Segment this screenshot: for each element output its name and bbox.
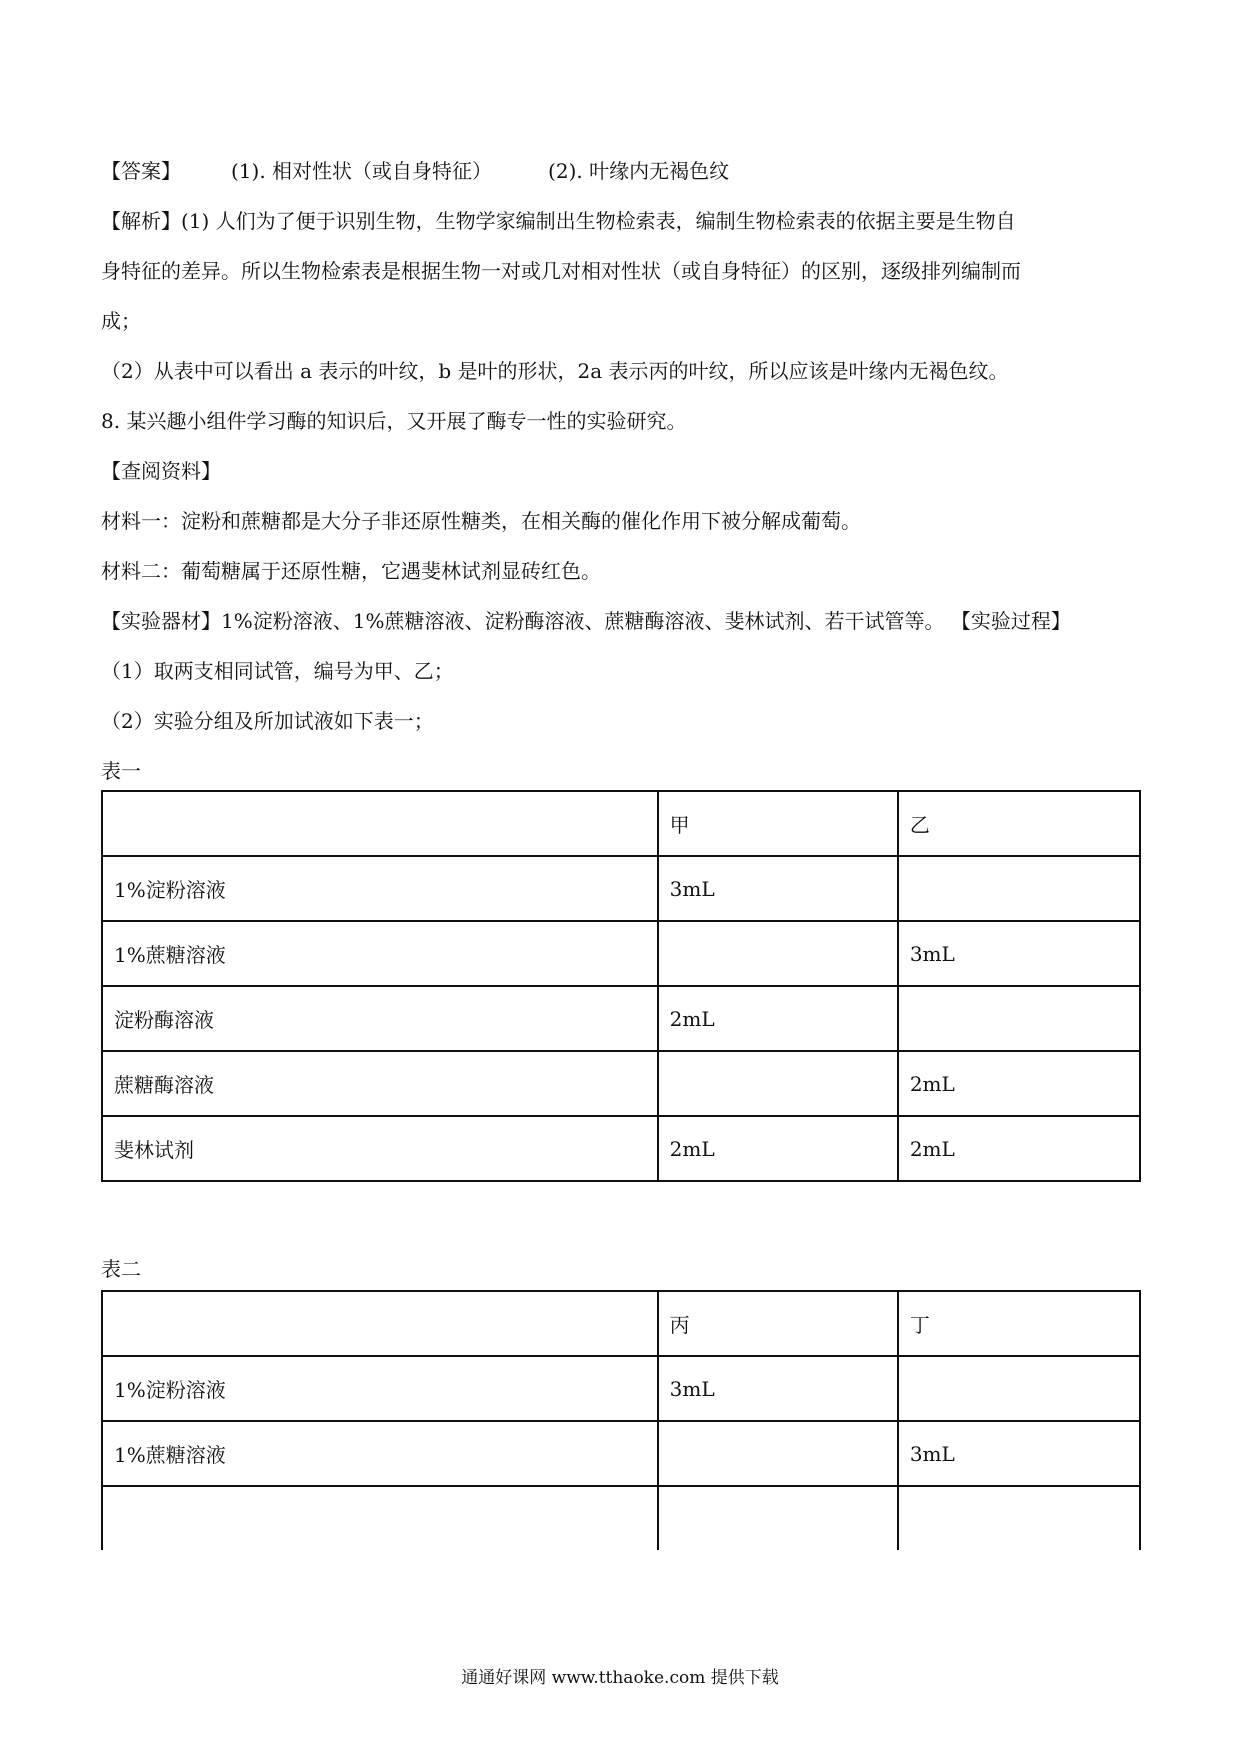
table-row-label: 斐林试剂 [102,1116,658,1181]
step-one: （1）取两支相同试管，编号为甲、乙； [101,659,454,683]
table-row-label: 1%淀粉溶液 [102,856,658,921]
table-row [102,986,1140,1051]
material-one: 材料一：淀粉和蔗糖都是大分子非还原性糖类，在相关酶的催化作用下被分解成葡萄。 [101,509,861,533]
table-row [102,1421,1140,1486]
table-cell [102,791,658,856]
table-row [102,1051,1140,1116]
table1 [101,790,1141,1182]
table-cell [898,986,1140,1051]
table1-caption: 表一 [101,759,141,783]
table-header-row [102,791,1140,856]
equipment-line: 【实验器材】1%淀粉溶液、1%蔗糖溶液、淀粉酶溶液、蔗糖酶溶液、斐林试剂、若干试管等。 【实验过程】 [101,609,1071,633]
reference-title: 【查阅资料】 [101,459,221,483]
table-row [102,1486,1140,1550]
table-row-label: 1%蔗糖溶液 [102,1421,658,1486]
step-two: （2）实验分组及所加试液如下表一； [101,709,434,733]
table-header-row [102,1291,1140,1356]
footer-source: 通通好课网 www.tthaoke.com 提供下载 [461,1668,779,1688]
table-cell [898,1356,1140,1421]
table-row-label [102,1486,658,1550]
table-cell [658,1051,898,1116]
table-row [102,1356,1140,1421]
question-8-stem: 8. 某兴趣小组件学习酶的知识后，又开展了酶专一性的实验研究。 [101,409,687,433]
analysis-line-4: （2）从表中可以看出 a 表示的叶纹，b 是叶的形状，2a 表示丙的叶纹，所以应该是叶缘内无褐色纹。 [101,359,1009,383]
material-two: 材料二：葡萄糖属于还原性糖，它遇斐林试剂显砖红色。 [101,559,601,583]
table-cell [658,1486,898,1550]
table-header-ding: 丁 [898,1291,1140,1356]
table-cell [102,1291,658,1356]
table-cell: 2mL [898,1116,1140,1181]
analysis-line-2: 身特征的差异。所以生物检索表是根据生物一对或几对相对性状（或自身特征）的区别，逐级排列编制而 [101,259,1021,283]
table-cell [658,1421,898,1486]
table-row-label: 1%淀粉溶液 [102,1356,658,1421]
table-row [102,1116,1140,1181]
table-cell [898,1486,1140,1550]
table-row [102,921,1140,986]
answer-part2: (2). 叶缘内无褐色纹 [548,159,730,183]
table2-caption: 表二 [101,1257,141,1281]
table-cell: 3mL [898,921,1140,986]
table-row-label: 淀粉酶溶液 [102,986,658,1051]
answer-part1: (1). 相对性状（或自身特征） [231,159,493,183]
analysis-line-3: 成； [101,309,141,333]
table-cell: 3mL [898,1421,1140,1486]
table-header-bing: 丙 [658,1291,898,1356]
table2 [101,1290,1141,1550]
table-cell: 3mL [658,1356,898,1421]
analysis-line-1: 【解析】(1) 人们为了便于识别生物，生物学家编制出生物检索表，编制生物检索表的依据主要是生物自 [101,209,1016,233]
table-cell: 2mL [898,1051,1140,1116]
table-cell [898,856,1140,921]
table-header-jia: 甲 [658,791,898,856]
table-header-yi: 乙 [898,791,1140,856]
table-cell: 2mL [658,986,898,1051]
table-row-label: 蔗糖酶溶液 [102,1051,658,1116]
table-row [102,856,1140,921]
answer-line [101,157,729,185]
table-cell: 3mL [658,856,898,921]
table-cell: 2mL [658,1116,898,1181]
table-cell [658,921,898,986]
table-row-label: 1%蔗糖溶液 [102,921,658,986]
answer-label: 【答案】 [101,159,181,183]
